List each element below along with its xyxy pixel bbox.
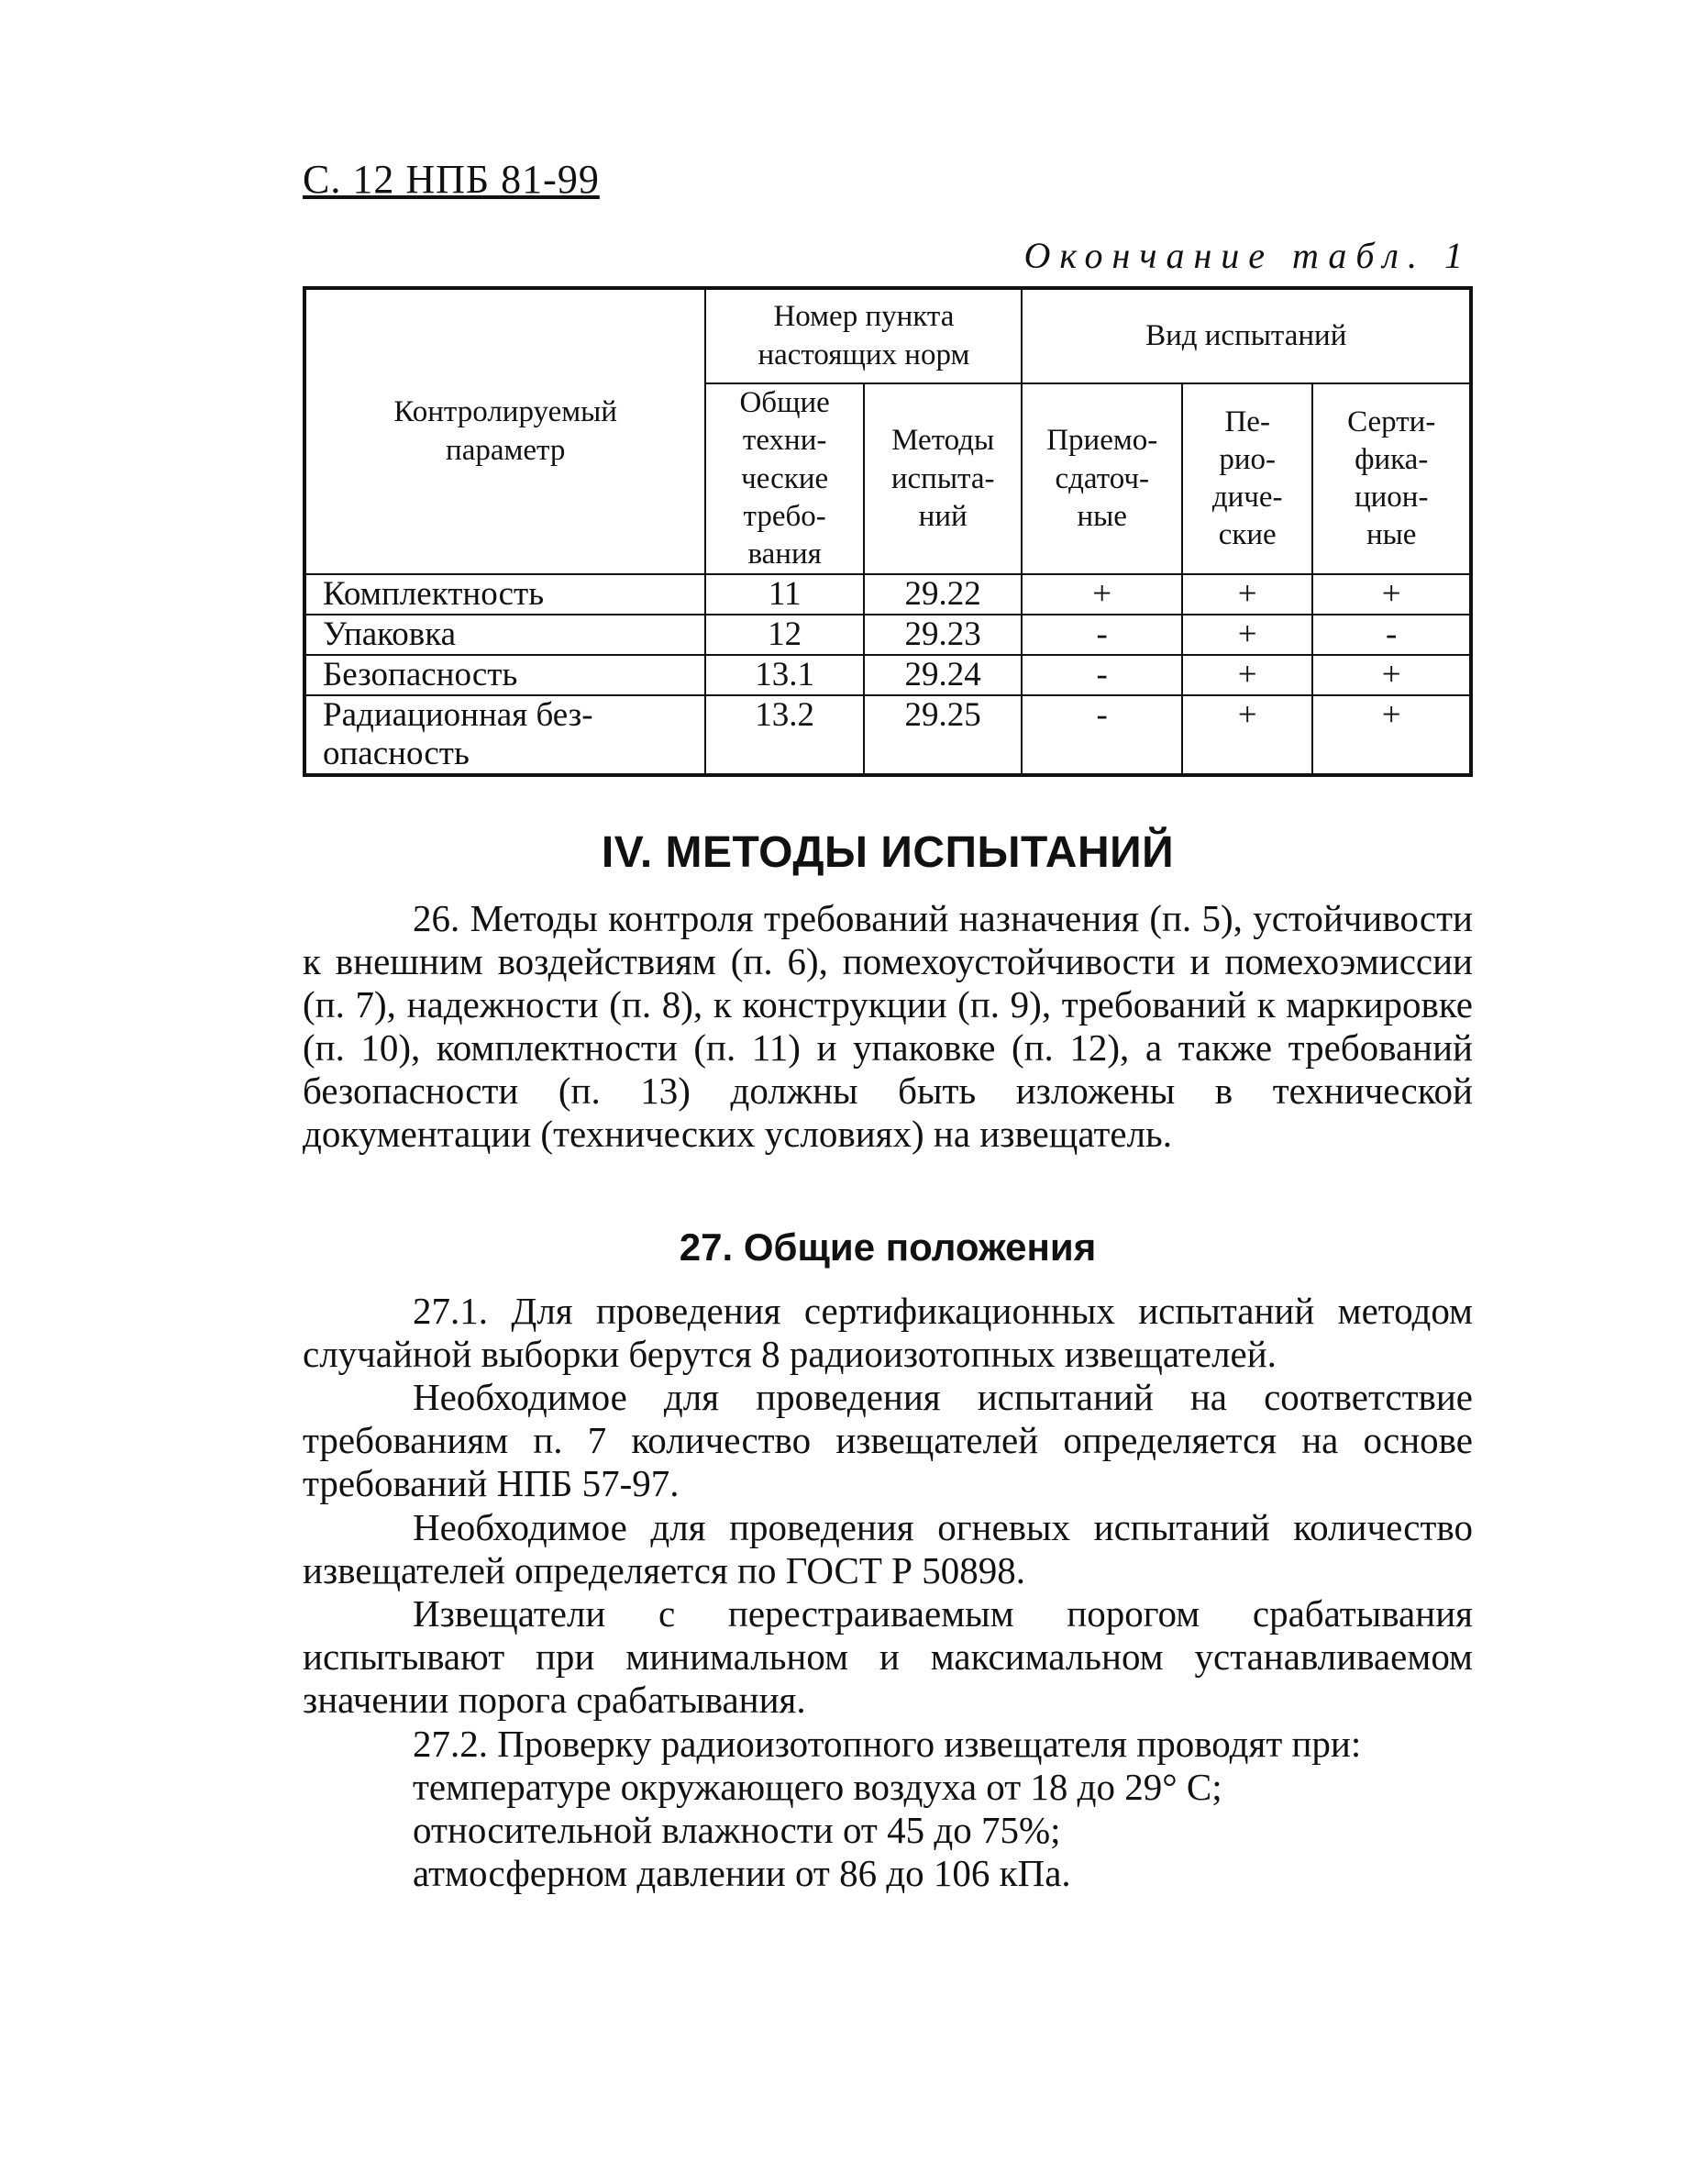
paragraph-quantity-p7: Необходимое для проведения испытаний на соответствие требованиям п. 7 количество извещателей определяется на основе требований НПБ 57-97. [303, 1376, 1473, 1504]
paragraph-27-2: 27.2. Проверку радиоизотопного извещателя проводят при: [413, 1723, 1362, 1765]
table-row [304, 615, 1471, 655]
paragraph-fire-tests: Необходимое для проведения огневых испытаний количество извещателей определяется по ГОСТ Р 50898. [303, 1506, 1473, 1591]
row-param: Радиационная без-опасность [304, 695, 705, 775]
row-param: Безопасность [304, 655, 705, 695]
row-periodic: + [1182, 574, 1312, 615]
condition-pressure: атмосферном давлении от 86 до 106 кПа. [413, 1852, 1071, 1894]
subsection-title: 27. Общие положения [679, 1225, 1097, 1269]
paragraph-26: 26. Методы контроля требований назначения (п. 5), устойчивости к внешним воздействиям (п. 6), помехоустойчивости и помехоэмиссии (п. 7), надежности (п. 8), к конструкции (п. 9), требований к маркировке (п. 10), комплектности (п. 11) и упаковке (п. 12), а также требований безопасности (п. 13) должны быть изложены в технической документации (технических условиях) на извещатель. [303, 897, 1473, 1155]
row-acceptance: - [1022, 615, 1182, 655]
header-param: Контролируемый параметр [304, 288, 705, 574]
row-acceptance: - [1022, 695, 1182, 775]
row-tech: 13.1 [705, 655, 864, 695]
row-methods: 29.22 [864, 574, 1023, 615]
row-acceptance: - [1022, 655, 1182, 695]
header-norm-group: Номер пункта настоящих норм [705, 288, 1022, 383]
row-acceptance: + [1022, 574, 1182, 615]
table-row [304, 574, 1471, 615]
header-tech-req: Общие техни-ческие требо-вания [705, 383, 864, 574]
row-periodic: + [1182, 695, 1312, 775]
row-periodic: + [1182, 615, 1312, 655]
row-periodic: + [1182, 655, 1312, 695]
row-methods: 29.24 [864, 655, 1023, 695]
page-header: С. 12 НПБ 81-99 [303, 157, 600, 202]
row-param: Комплектность [304, 574, 705, 615]
condition-temperature: температуре окружающего воздуха от 18 до 29° С; [413, 1766, 1222, 1808]
header-tests-group: Вид испытаний [1022, 288, 1471, 383]
table-row [304, 655, 1471, 695]
section-title: IV. МЕТОДЫ ИСПЫТАНИЙ [601, 828, 1175, 877]
row-methods: 29.25 [864, 695, 1023, 775]
parameters-table [303, 286, 1473, 777]
row-certification: + [1312, 695, 1471, 775]
paragraph-threshold: Извещатели с перестраиваемым порогом срабатывания испытывают при минимальном и максимальном устанавливаемом значении порога срабатывания. [303, 1592, 1473, 1721]
paragraph-27-1: 27.1. Для проведения сертификационных испытаний методом случайной выборки берутся 8 радиоизотопных извещателей. [303, 1290, 1473, 1375]
row-methods: 29.23 [864, 615, 1023, 655]
row-tech: 13.2 [705, 695, 864, 775]
table-row [304, 695, 1471, 775]
header-methods: Методы испыта-ний [864, 383, 1023, 574]
condition-humidity: относительной влажности от 45 до 75%; [413, 1809, 1061, 1851]
row-certification: + [1312, 574, 1471, 615]
header-acceptance: Приемо-сдаточ-ные [1022, 383, 1182, 574]
row-certification: - [1312, 615, 1471, 655]
header-certification: Серти-фика-цион-ные [1312, 383, 1471, 574]
row-tech: 12 [705, 615, 864, 655]
row-tech: 11 [705, 574, 864, 615]
row-certification: + [1312, 655, 1471, 695]
table-caption: Окончание табл. 1 [1023, 235, 1472, 276]
header-periodic: Пе-рио-диче-ские [1182, 383, 1312, 574]
row-param: Упаковка [304, 615, 705, 655]
